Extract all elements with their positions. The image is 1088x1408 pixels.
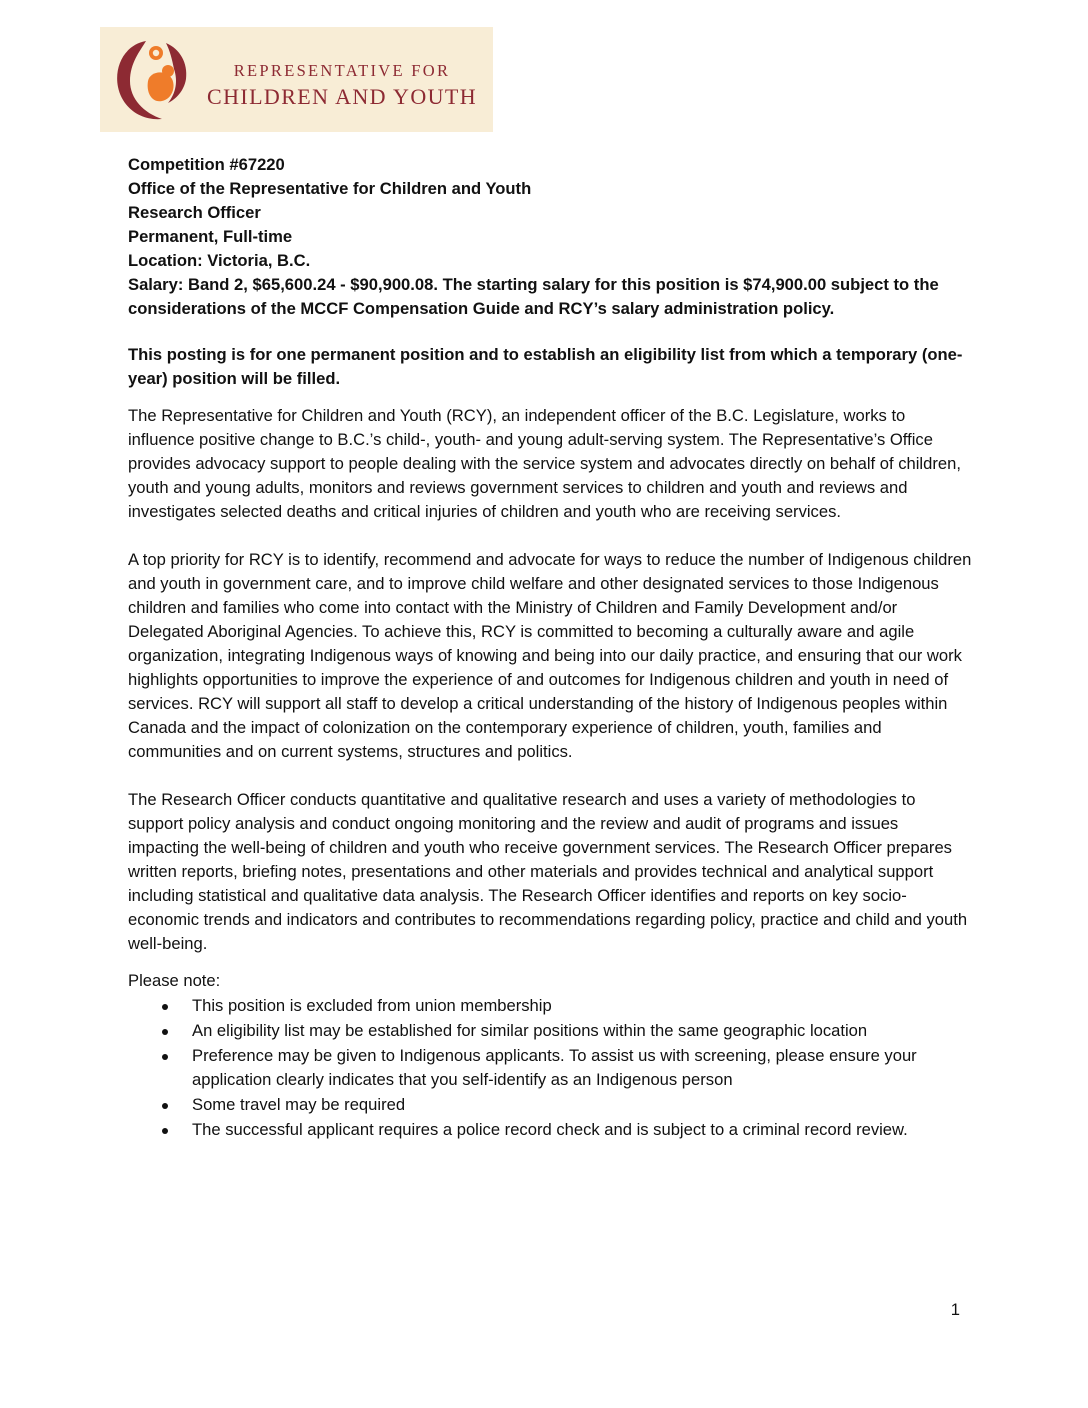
list-item: An eligibility list may be established for similar positions within the same geographic location xyxy=(128,1019,973,1043)
logo-mark-icon xyxy=(110,33,192,125)
list-item: Preference may be given to Indigenous applicants. To assist us with screening, please ensure your application clearly indicates that you self-identify as an Indigenous person xyxy=(128,1044,973,1092)
position-title: Research Officer xyxy=(128,203,261,222)
paragraph-priority: A top priority for RCY is to identify, recommend and advocate for ways to reduce the number of Indigenous children and youth in government care, and to improve child welfare and other designated services to those Indigenous children and families who come into contact with the Ministry of Children and Family Development and/or Delegated Aboriginal Agencies. To achieve this, RCY is committed to becoming a culturally aware and agile organization, integrating Indigenous ways of knowing and being into our daily practice, and ensuring that our work highlights opportunities to improve the experience of and outcomes for Indigenous children and youth in need of services. RCY will support all staff to develop a critical understanding of the history of Indigenous peoples within Canada and the impact of colonization on the contemporary experience of children, youth, families and communities and on current systems, structures and politics. xyxy=(128,550,972,761)
list-item: The successful applicant requires a police record check and is subject to a criminal record review. xyxy=(128,1118,973,1142)
paragraph-role: The Research Officer conducts quantitative and qualitative research and uses a variety of methodologies to support policy analysis and conduct ongoing monitoring and the review and audit of programs and issues impacting the well-being of children and youth who receive government services. The Research Officer prepares written reports, briefing notes, presentations and other materials and provides technical and analytical support including statistical and qualitative data analysis. The Research Officer identifies and reports on key socio-economic trends and indicators and contributes to recommendations regarding policy, practice and child and youth well-being. xyxy=(128,790,968,953)
page-number: 1 xyxy=(950,1300,960,1319)
employment-type: Permanent, Full-time xyxy=(128,227,293,246)
notes-label: Please note: xyxy=(128,971,221,990)
salary: Salary: Band 2, $65,600.24 - $90,900.08. The starting salary for this position is $74,900.00 subject to the considerations of the MCCF Compensation Guide and RCY’s salary administration policy. xyxy=(128,275,939,318)
office-name: Office of the Representative for Children and Youth xyxy=(128,179,532,198)
notes-list xyxy=(128,994,973,1142)
list-item: Some travel may be required xyxy=(128,1093,973,1117)
list-item: This position is excluded from union membership xyxy=(128,994,973,1018)
logo-text-line2: CHILDREN AND YOUTH xyxy=(207,83,478,109)
posting-note: This posting is for one permanent position and to establish an eligibility list from which a temporary (one-year) position will be filled. xyxy=(128,345,963,388)
paragraph-rcy-intro: The Representative for Children and Youth (RCY), an independent officer of the B.C. Legislature, works to influence positive change to B.C.’s child-, youth- and young adult-serving system. The Representative’s Office provides advocacy support to people dealing with the service system and advocates directly on behalf of children, youth and young adults, monitors and reviews government services to children and youth and reviews and investigates selected deaths and critical injuries of children and youth who are receiving services. xyxy=(128,406,961,521)
competition-number: Competition #67220 xyxy=(128,155,285,174)
location: Location: Victoria, B.C. xyxy=(128,251,311,270)
logo-text-line1: REPRESENTATIVE FOR xyxy=(233,61,451,80)
organization-logo xyxy=(100,27,493,132)
job-posting xyxy=(128,153,973,1143)
